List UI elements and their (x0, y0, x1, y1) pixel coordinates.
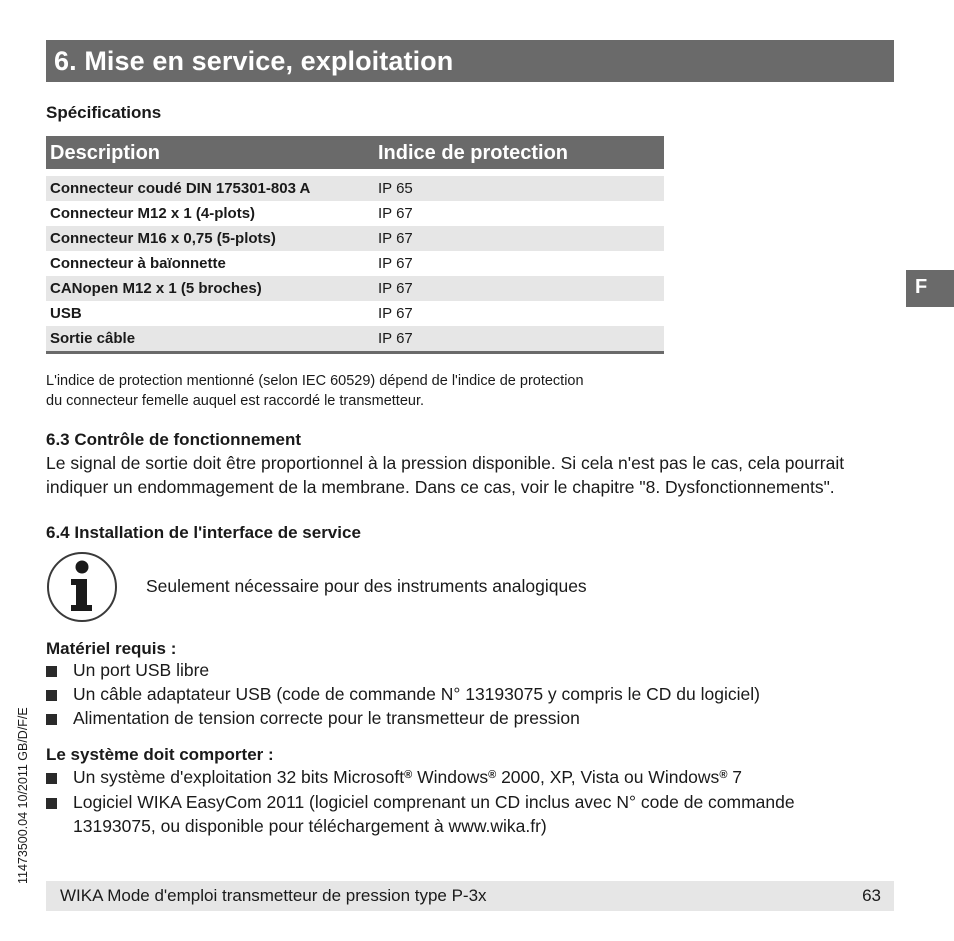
list-item-text: Un câble adaptateur USB (code de commande N° 13193075 y compris le CD du logiciel) (73, 684, 760, 704)
text-fragment: Windows (412, 767, 489, 787)
cell-description: Connecteur M12 x 1 (4-plots) (50, 205, 256, 222)
list-item-text (73, 767, 742, 788)
list-item-text: 13193075, ou disponible pour téléchargement à www.wika.fr) (73, 816, 547, 836)
text-fragment: Un système d'exploitation 32 bits Microsoft (73, 767, 405, 787)
list-item-text: Un port USB libre (73, 660, 210, 680)
column-header-protection: Indice de protection (378, 142, 569, 164)
table-row (46, 226, 664, 251)
systeme-title: Le système doit comporter : (46, 745, 274, 764)
footer-text: WIKA Mode d'emploi transmetteur de pression type P-3x (60, 886, 487, 905)
cell-protection: IP 67 (378, 205, 413, 222)
registered-mark: ® (404, 769, 413, 781)
section-title: 6. Mise en service, exploitation (54, 46, 454, 76)
registered-mark: ® (488, 769, 497, 781)
bullet-square-icon (46, 666, 57, 677)
cell-description: Connecteur M16 x 0,75 (5-plots) (50, 230, 276, 247)
list-item (46, 708, 846, 732)
cell-description: USB (50, 305, 82, 322)
paragraph-line: indiquer un endommagement de la membrane. Dans ce cas, voir le chapitre "8. Dysfonctionnements". (46, 477, 835, 497)
table-row (46, 301, 664, 326)
list-item-text: Logiciel WIKA EasyCom 2011 (logiciel comprenant un CD inclus avec N° code de commande (73, 792, 795, 812)
cell-protection: IP 65 (378, 180, 413, 197)
cell-description: Sortie câble (50, 330, 136, 347)
bullet-square-icon (46, 773, 57, 784)
materiel-title: Matériel requis : (46, 639, 177, 658)
language-tab-label: F (915, 276, 928, 298)
cell-description: Connecteur coudé DIN 175301-803 A (50, 180, 311, 197)
cell-description: CANopen M12 x 1 (5 broches) (50, 280, 262, 297)
table-row (46, 201, 664, 226)
column-header-description: Description (50, 142, 161, 164)
table-header (46, 136, 664, 169)
table-row (46, 251, 664, 276)
cell-protection: IP 67 (378, 255, 413, 272)
protection-note-line: L'indice de protection mentionné (selon IEC 60529) dépend de l'indice de protection (46, 373, 584, 389)
list-item (46, 767, 846, 791)
text-fragment: 7 (727, 767, 743, 787)
list-item-text: Alimentation de tension correcte pour le transmetteur de pression (73, 708, 580, 728)
spec-heading: Spécifications (46, 103, 162, 122)
bullet-square-icon (46, 714, 57, 725)
cell-protection: IP 67 (378, 230, 413, 247)
table-row (46, 326, 664, 351)
cell-protection: IP 67 (378, 280, 413, 297)
protection-note-line: du connecteur femelle auquel est raccordé le transmetteur. (46, 393, 425, 409)
document-code: 11473500.04 10/2011 GB/D/F/E (16, 707, 30, 884)
registered-mark: ® (719, 769, 728, 781)
table-bottom-rule (46, 351, 664, 354)
footer-bar (46, 881, 894, 911)
cell-protection: IP 67 (378, 305, 413, 322)
language-tab (906, 270, 954, 307)
cell-description: Connecteur à baïonnette (50, 255, 226, 272)
page-number: 63 (862, 886, 881, 905)
bullet-square-icon (46, 798, 57, 809)
text-fragment: 2000, XP, Vista ou Windows (496, 767, 720, 787)
table-row (46, 276, 664, 301)
paragraph-line: Le signal de sortie doit être proportionnel à la pression disponible. Si cela n'est pas le cas, cela pourrait (46, 453, 845, 473)
list-item (46, 660, 846, 684)
list-item (46, 684, 846, 708)
table-row (46, 176, 664, 201)
section-6-4-title: 6.4 Installation de l'interface de service (46, 523, 361, 542)
protection-table (46, 136, 664, 354)
list-item (46, 792, 846, 816)
list-item-continuation (46, 816, 846, 840)
bullet-square-icon (46, 690, 57, 701)
section-header (46, 40, 894, 82)
info-note: Seulement nécessaire pour des instruments analogiques (146, 576, 587, 596)
section-6-3-title: 6.3 Contrôle de fonctionnement (46, 430, 302, 449)
cell-protection: IP 67 (378, 330, 413, 347)
info-icon (46, 550, 118, 624)
